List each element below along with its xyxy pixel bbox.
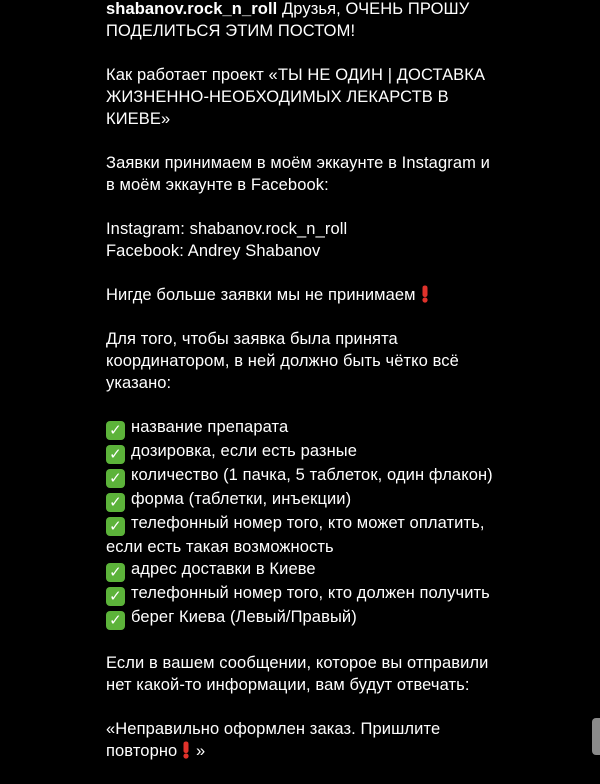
checklist-item [106,512,586,536]
instagram-line: Instagram: shabanov.rock_n_roll [106,220,348,238]
checklist-item [106,488,586,512]
reply-paragraph [106,718,586,762]
checklist-item [106,606,586,630]
requirements-paragraph [106,328,586,394]
requirements-line-3: указано: [106,374,172,392]
check-mark-button-icon: ✓ [106,587,125,606]
facebook-line: Facebook: Andrey Shabanov [106,242,321,260]
accounts-line-1: Заявки принимаем в моём эккаунте в Instagram и [106,154,490,172]
requirements-checklist [106,416,586,630]
missing-info-paragraph [106,652,586,696]
check-mark-button-icon: ✓ [106,469,125,488]
checklist-item [106,464,586,488]
checklist-item [106,558,586,582]
checklist-item-text: телефонный номер того, кто должен получить [131,584,490,602]
check-mark-button-icon: ✓ [106,445,125,464]
project-line-2: ЖИЗНЕННО-НЕОБХОДИМЫХ ЛЕКАРСТВ В [106,88,449,106]
reply-line-1: «Неправильно оформлен заказ. Пришлите [106,720,441,738]
checklist-item-text: название препарата [131,418,289,436]
intro-line-2: ПОДЕЛИТЬСЯ ЭТИМ ПОСТОМ! [106,22,356,40]
check-mark-button-icon: ✓ [106,611,125,630]
intro-paragraph [106,0,586,42]
reply-line-2 [106,740,586,762]
nowhere-line [106,284,586,306]
checklist-item-text: берег Киева (Левый/Правый) [131,608,357,626]
requirements-line-1: Для того, чтобы заявка была принята [106,330,398,348]
nowhere-paragraph [106,284,586,306]
post-caption [106,0,586,784]
contacts-paragraph [106,218,586,262]
username-link[interactable]: shabanov.rock_n_roll [106,0,278,18]
intro-line-1 [106,0,586,20]
check-mark-button-icon: ✓ [106,517,125,536]
checklist-item-continuation: если есть такая возможность [106,538,334,556]
accounts-paragraph [106,152,586,196]
reply-text-3: » [196,742,206,760]
checklist-item [106,582,586,606]
requirements-line-2: координатором, в ней должно быть чётко всё [106,352,459,370]
checklist-item-text: количество (1 пачка, 5 таблеток, один флакон) [131,466,493,484]
missing-info-line-2: нет какой-то информации, вам будут отвечать: [106,676,470,694]
accounts-line-2: в моём эккаунте в Facebook: [106,176,329,194]
check-mark-button-icon: ✓ [106,421,125,440]
check-mark-button-icon: ✓ [106,493,125,512]
checklist-item-text: телефонный номер того, кто может оплатить, [131,514,485,532]
checklist-item-text: адрес доставки в Киеве [131,560,316,578]
missing-info-line-1: Если в вашем сообщении, которое вы отправили [106,654,489,672]
checklist-item [106,416,586,440]
scrollbar-thumb[interactable] [592,718,600,755]
checklist-item [106,440,586,464]
checklist-item-text: дозировка, если есть разные [131,442,358,460]
reply-text-2: повторно [106,742,178,760]
red-exclamation-icon [181,741,191,759]
project-paragraph [106,64,586,130]
intro-text-1: Друзья, ОЧЕНЬ ПРОШУ [282,0,470,18]
project-line-3: КИЕВЕ» [106,110,171,128]
project-line-1: Как работает проект «ТЫ НЕ ОДИН | ДОСТАВКА [106,66,486,84]
nowhere-text: Нигде больше заявки мы не принимаем [106,286,416,304]
check-mark-button-icon: ✓ [106,563,125,582]
checklist-item-text: форма (таблетки, инъекции) [131,490,352,508]
red-exclamation-icon [420,285,430,303]
